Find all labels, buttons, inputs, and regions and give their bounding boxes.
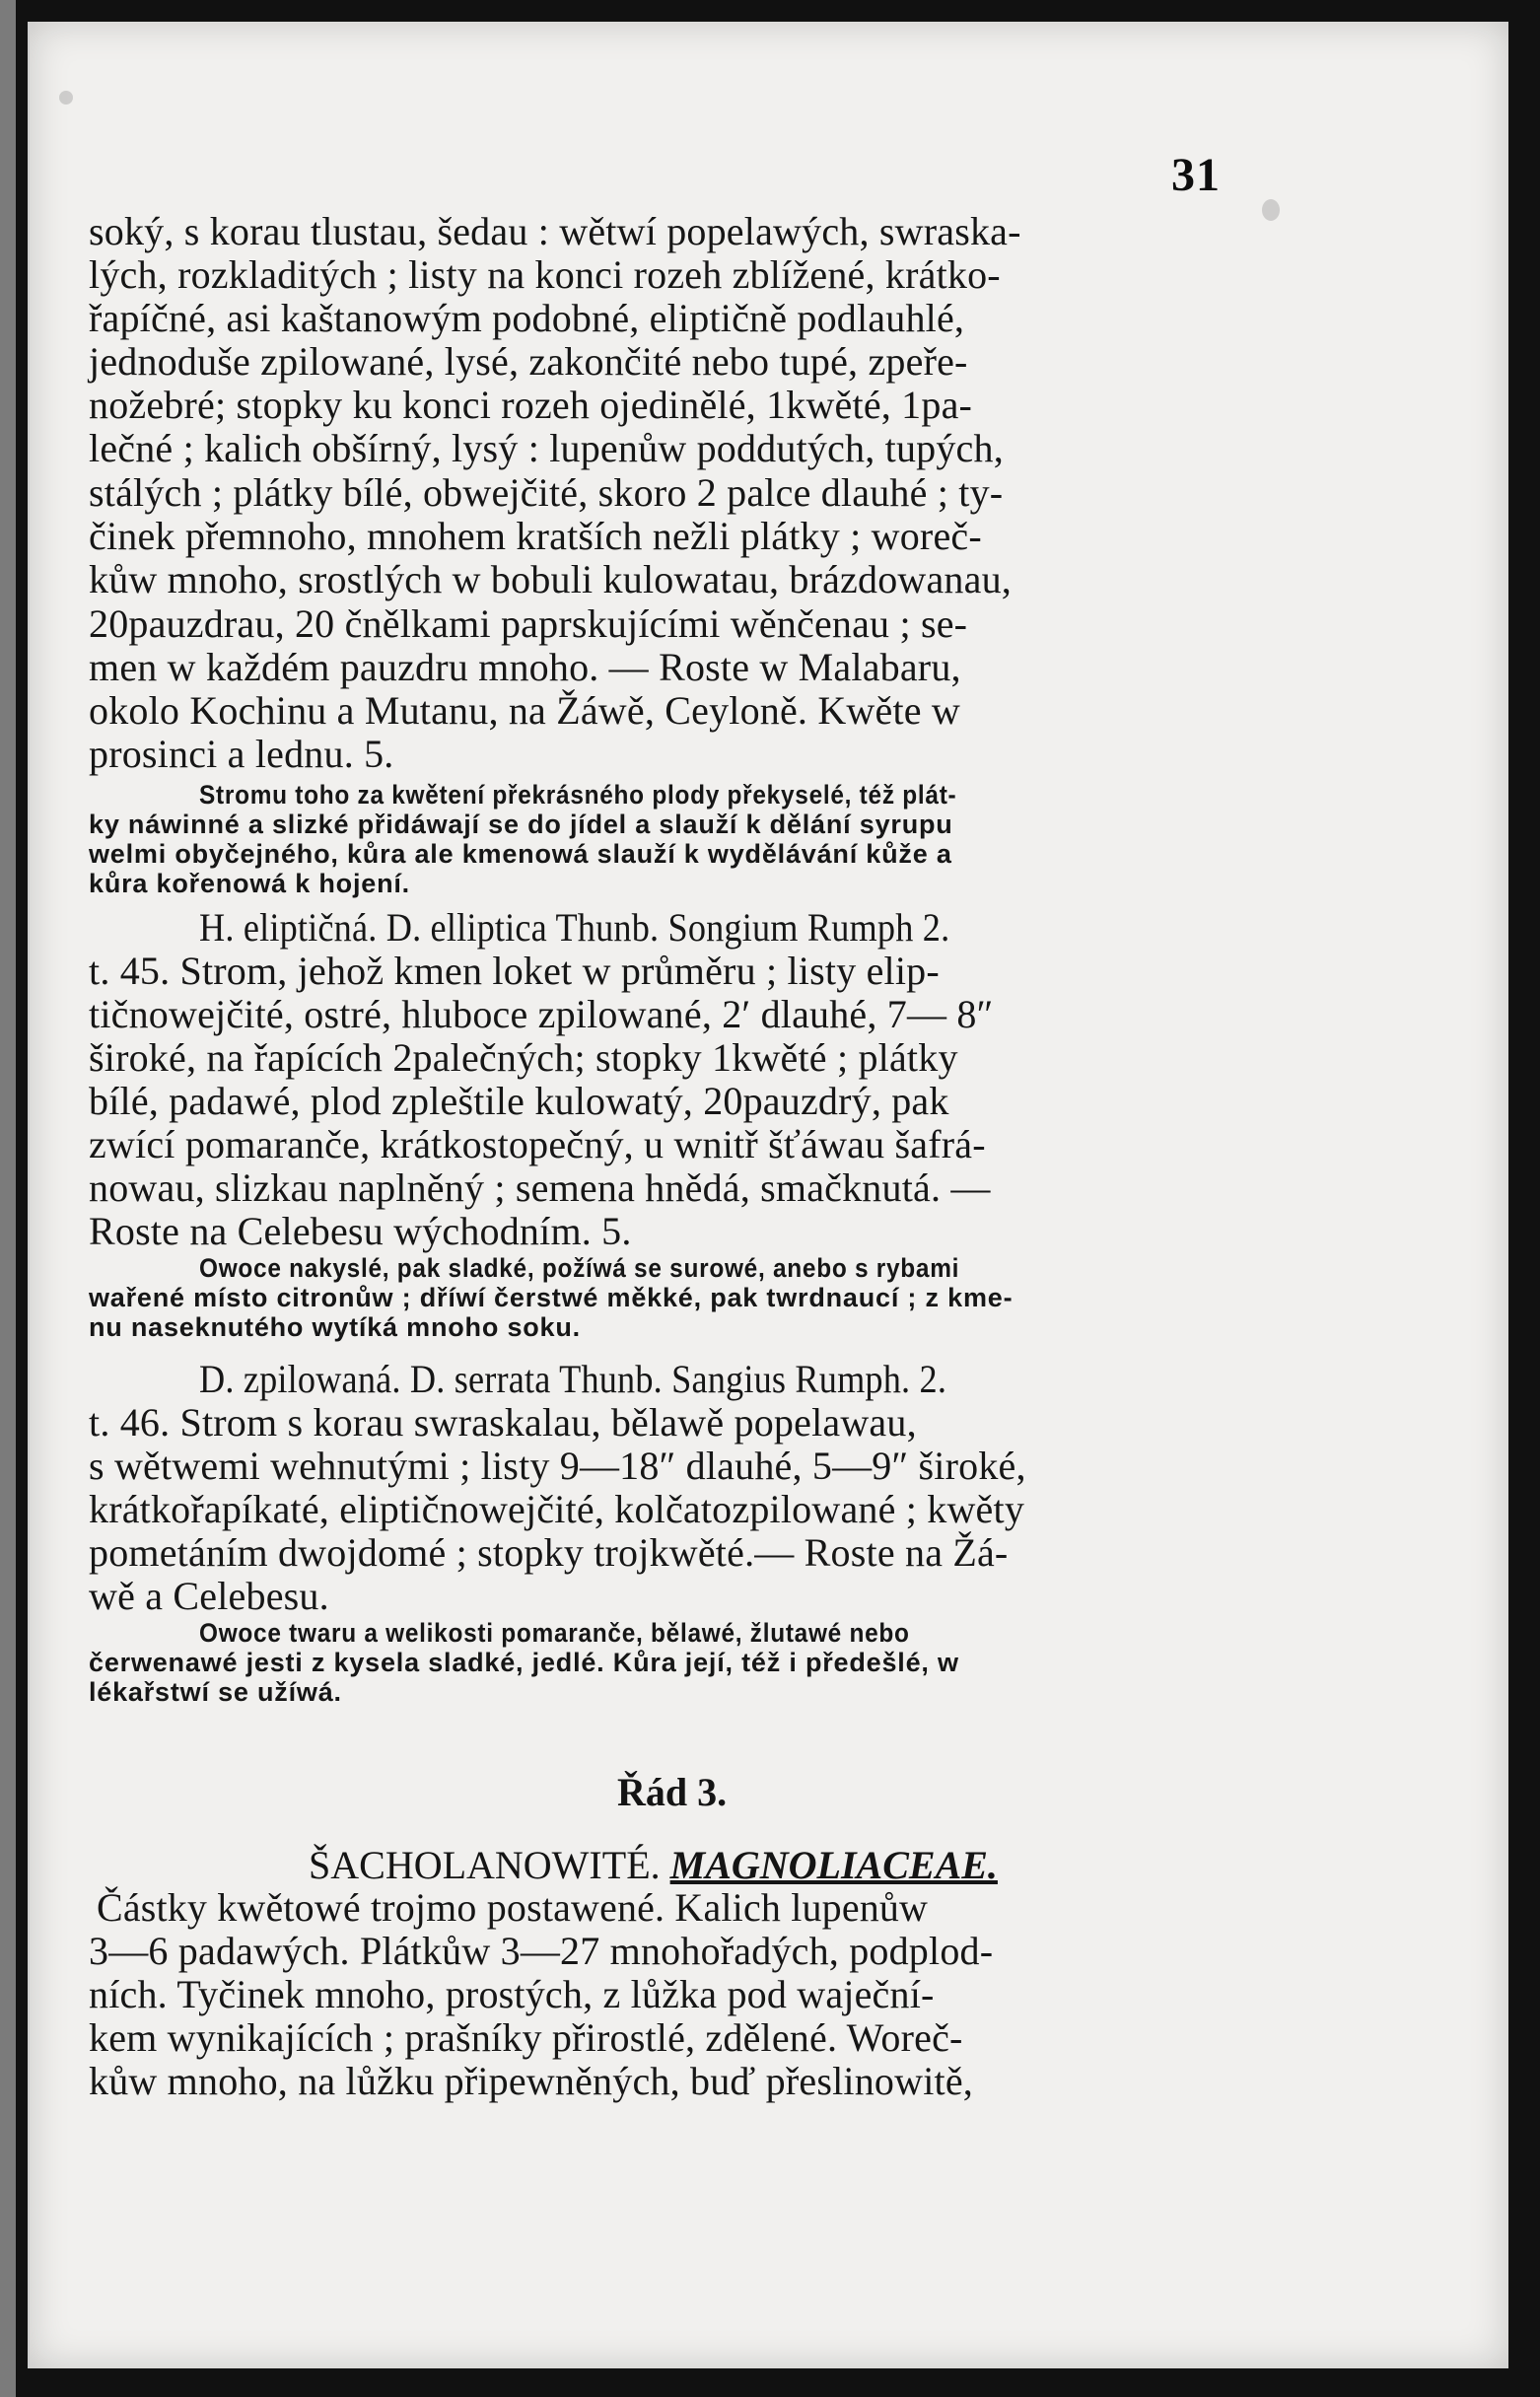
family-heading [309, 1842, 998, 1888]
text-line: kůw mnoho, srostlých w bobuli kulowatau, brázdowanau, [89, 557, 1012, 601]
text-line: soký, s korau tlustau, šedau : wětwí popelawých, swraska- [89, 209, 1021, 253]
page-blemish [1262, 199, 1280, 221]
page-blemish [59, 91, 73, 105]
text-line: ních. Tyčinek mnoho, prostých, z lůžka pod waječní- [89, 1972, 935, 2016]
page-edge [0, 0, 16, 2397]
text-line: stálých ; plátky bílé, obwejčité, skoro 2 palce dlauhé ; ty- [89, 470, 1004, 515]
text-line: tičnowejčité, ostré, hluboce zpilowané, 2′ dlauhé, 7— 8″ [89, 992, 994, 1036]
text-line: kůw mnoho, na lůžku připewněných, buď přeslinowitě, [89, 2059, 973, 2103]
note-line: welmi obyčejného, kůra ale kmenowá slauží k wydělávání kůže a [89, 839, 952, 869]
text-line: 3—6 padawých. Plátkůw 3—27 mnohořadých, podplod- [89, 1929, 994, 1973]
text-line: kem wynikajících ; prašníky přirostlé, zdělené. Woreč- [89, 2015, 963, 2060]
text-line: Roste na Celebesu wýchodním. 5. [89, 1209, 632, 1253]
order-heading: Řád 3. [617, 1770, 728, 1814]
note-line: wařené místo citronůw ; dříwí čerstwé měkké, pak twrdnaucí ; z kme- [89, 1283, 1014, 1312]
text-line: nožebré; stopky ku konci rozeh ojedinělé, 1kwěté, 1pa- [89, 383, 973, 427]
note-line: kůra kořenowá k hojení. [89, 869, 410, 898]
note-line: Owoce twaru a welikosti pomaranče, bělawé, žlutawé nebo [199, 1618, 910, 1648]
text-line: nowau, slizkau naplněný ; semena hnědá, smačknutá. — [89, 1165, 991, 1210]
text-line: okolo Kochinu a Mutanu, na Žáwě, Ceyloně. Kwěte w [89, 688, 961, 733]
text-line: řapíčné, asi kaštanowým podobné, eliptičně podlauhlé, [89, 296, 965, 340]
note-line: nu naseknutého wytíká mnoho soku. [89, 1312, 581, 1342]
text-line: lých, rozkladitých ; listy na konci rozeh zblížené, krátko- [89, 252, 1001, 297]
text-line: Částky kwětowé trojmo postawené. Kalich lupenůw [97, 1885, 929, 1930]
family-czech-name: ŠACHOLANOWITÉ. [309, 1843, 661, 1887]
text-line: wě a Celebesu. [89, 1574, 329, 1618]
text-line: D. zpilowaná. D. serrata Thunb. Sangius Rumph. 2. [199, 1357, 947, 1401]
text-line: široké, na řapících 2palečných; stopky 1kwěté ; plátky [89, 1035, 958, 1080]
text-line: lečné ; kalich obšírný, lysý : lupenůw poddutých, tupých, [89, 426, 1004, 470]
book-page [28, 22, 1508, 2368]
text-line: zwící pomaranče, krátkostopečný, u wnitř šťáwau šafrá- [89, 1122, 986, 1166]
note-line: lékařstwí se užíwá. [89, 1677, 342, 1707]
note-line: Owoce nakyslé, pak sladké, požíwá se surowé, anebo s rybami [199, 1253, 960, 1283]
text-line: jednoduše zpilowané, lysé, zakončité nebo tupé, zpeře- [89, 339, 968, 384]
text-line: činek přemnoho, mnohem kratších nežli plátky ; woreč- [89, 514, 982, 558]
text-line: 20pauzdrau, 20 čnělkami paprskujícími wěnčenau ; se- [89, 601, 968, 646]
text-line: krátkořapíkaté, eliptičnowejčité, kolčatozpilowané ; kwěty [89, 1487, 1025, 1531]
text-line: t. 45. Strom, jehož kmen loket w průměru ; listy elip- [89, 949, 940, 993]
page-number: 31 [1171, 149, 1221, 201]
text-line: t. 46. Strom s korau swraskalau, bělawě popelawau, [89, 1400, 917, 1445]
text-line: H. eliptičná. D. elliptica Thunb. Songium Rumph 2. [199, 905, 950, 950]
text-line: men w každém pauzdru mnoho. — Roste w Malabaru, [89, 645, 961, 689]
note-line: čerwenawé jesti z kysela sladké, jedlé. Kůra její, též i předešlé, w [89, 1648, 959, 1677]
note-line: ky náwinné a slizké přidáwají se do jídel a slauží k dělání syrupu [89, 810, 953, 839]
text-line: prosinci a lednu. 5. [89, 732, 394, 776]
family-latin-name: MAGNOLIACEAE. [669, 1843, 998, 1887]
text-line: s wětwemi wehnutými ; listy 9—18″ dlauhé, 5—9″ široké, [89, 1444, 1026, 1488]
note-line: Stromu toho za kwětení překrásného plody překyselé, též plát- [199, 780, 957, 810]
text-line: bílé, padawé, plod zpleštile kulowatý, 20pauzdrý, pak [89, 1079, 949, 1123]
text-line: pometáním dwojdomé ; stopky trojkwěté.— Roste na Žá- [89, 1530, 1009, 1575]
